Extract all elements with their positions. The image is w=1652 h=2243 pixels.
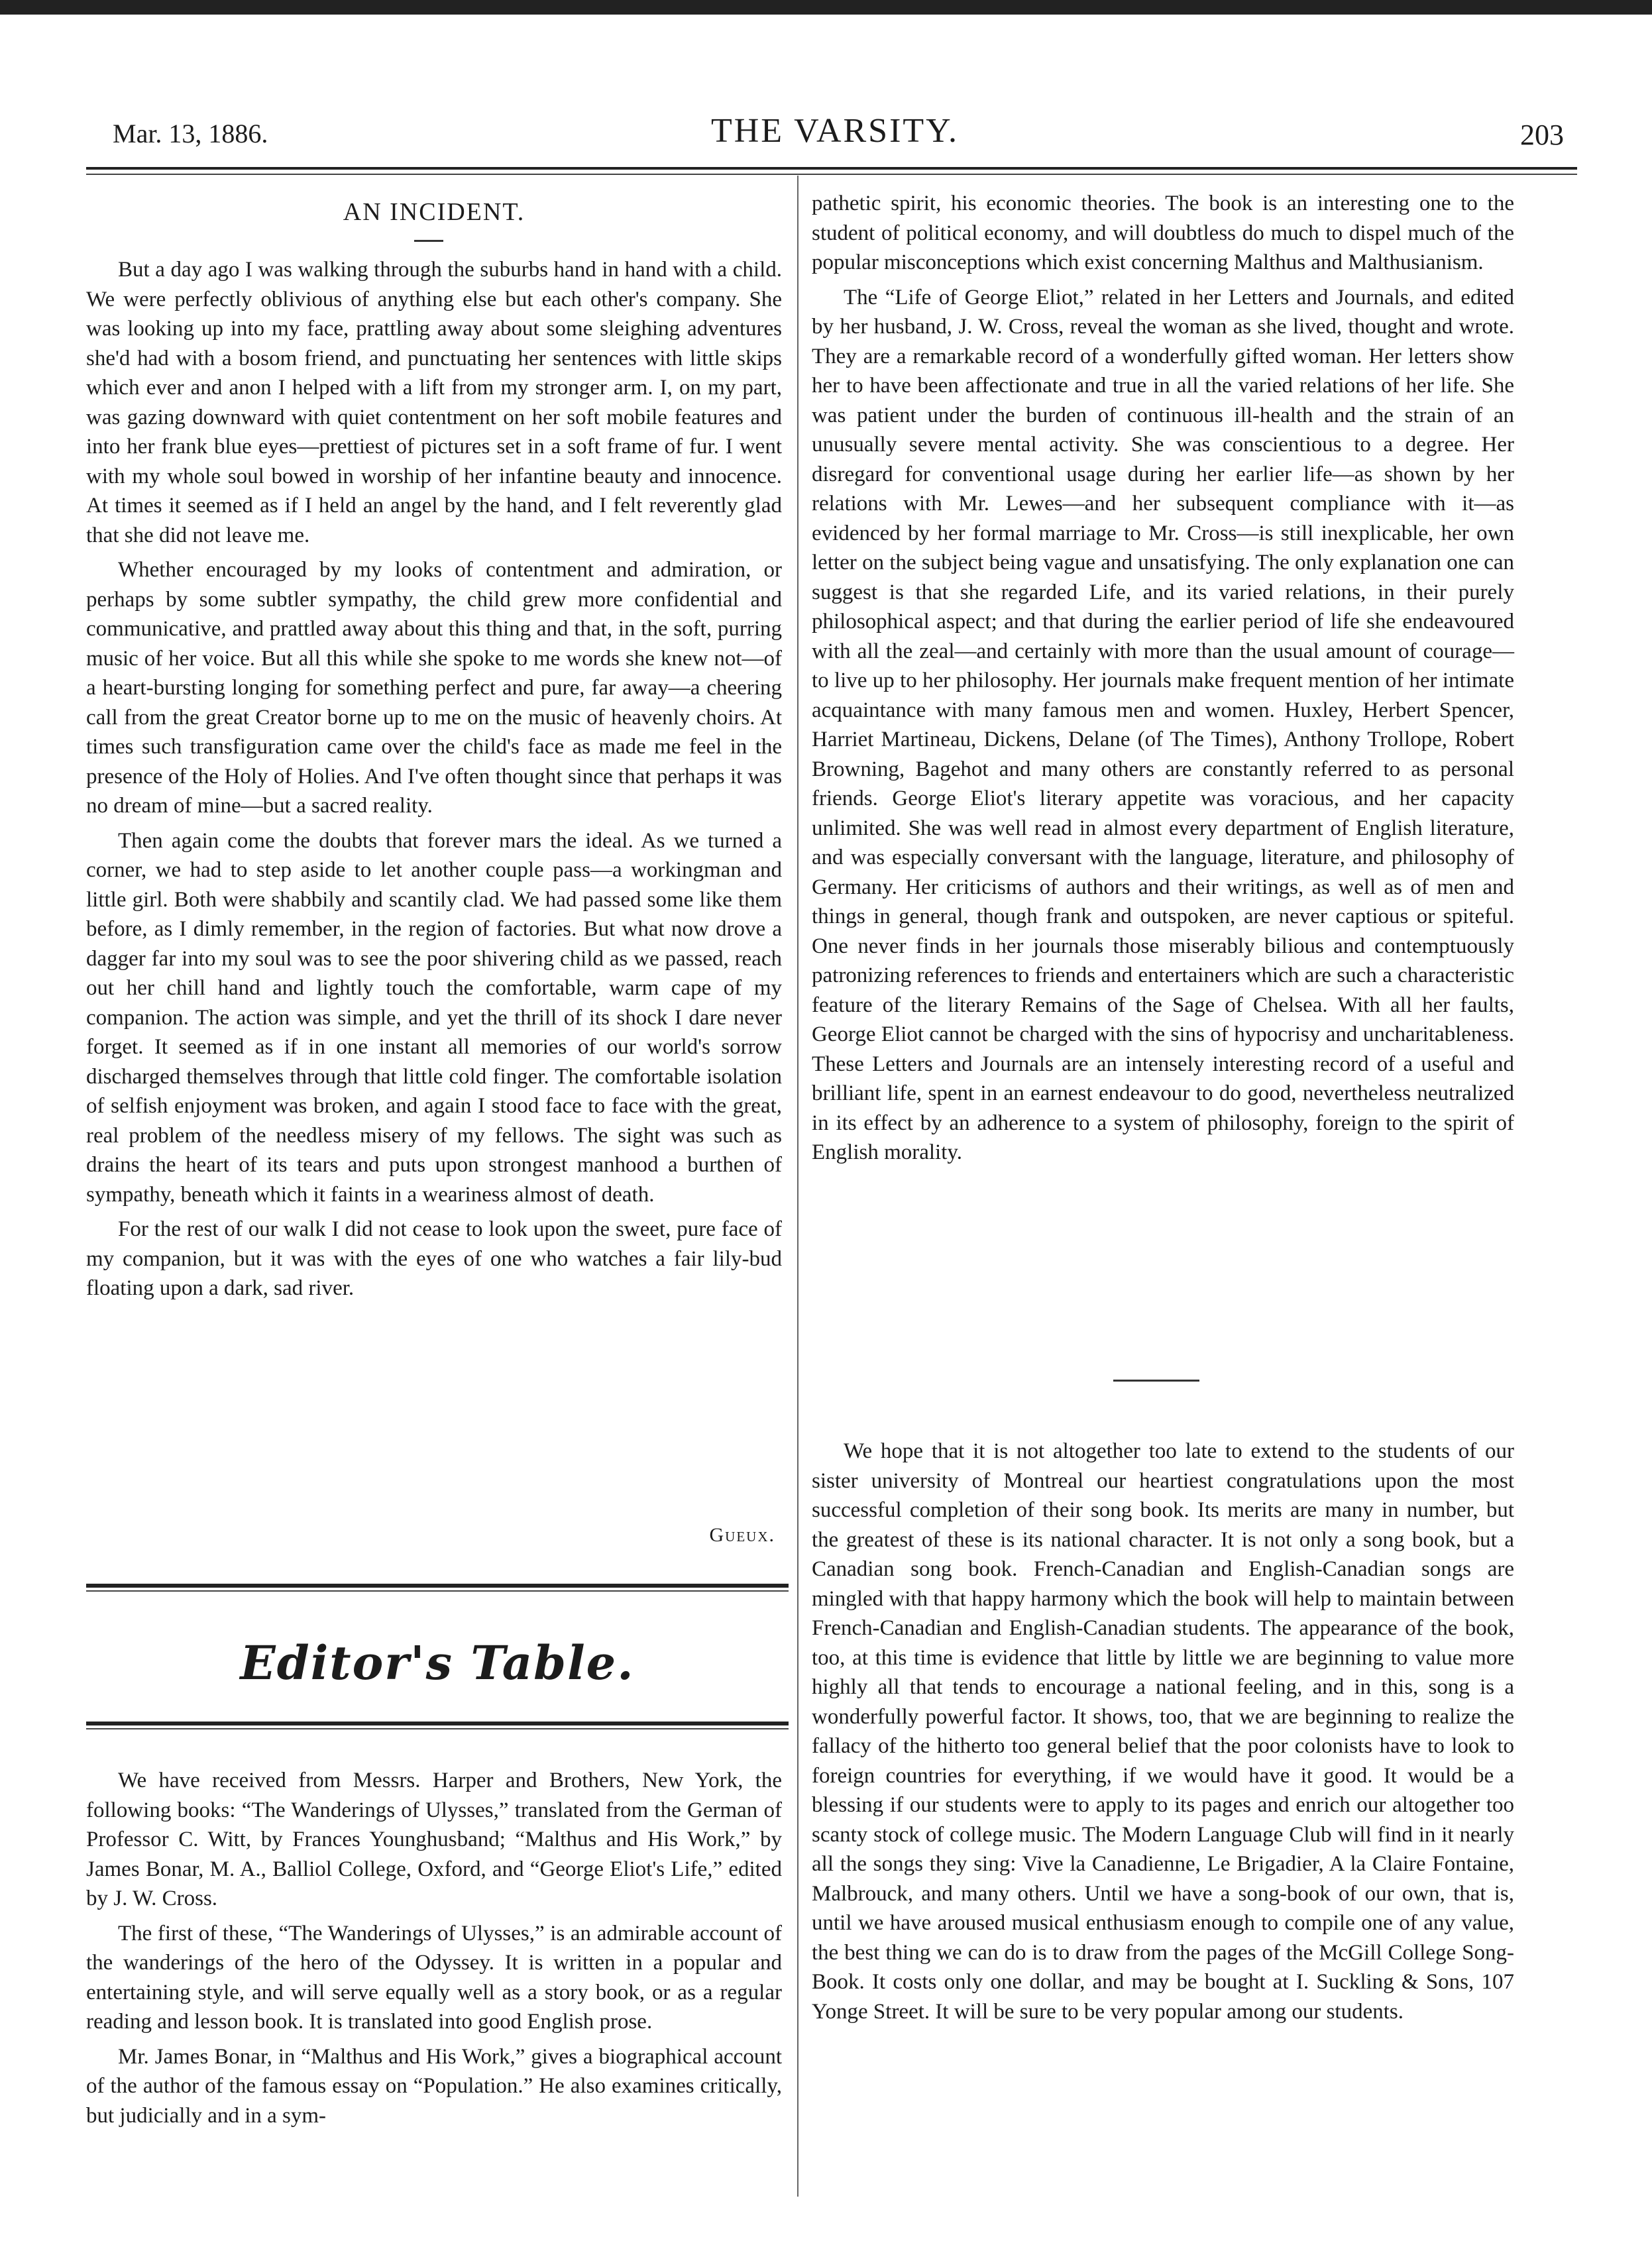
editors-table-heading: Editor's Table. [240, 1635, 635, 1690]
issue-date: Mar. 13, 1886. [113, 119, 268, 148]
songbook-note [812, 1437, 1514, 2032]
publication-title: THE VARSITY. [710, 112, 960, 150]
incident-article-body [86, 255, 782, 1309]
incident-paragraph: But a day ago I was walking through the suburbs hand in hand with a child. We were perfectly oblivious of anything else but each other's company. She was looking up into my face, prattling away about some sleighing adventures she'd had with a bosom friend, and punctuating her sentences with little skips which ever and anon I helped with a lift from my stronger arm. I, on my part, was gazing downward with quiet contentment on her soft mobile features and into her frank blue eyes—prettiest of pictures set in a soft frame of fur. I went with my whole soul bowed in worship of her infantine beauty and innocence. At times it seemed as if I held an angel by the hand, and I felt reverently glad that she did not leave me. [86, 258, 782, 547]
incident-paragraph: For the rest of our walk I did not cease to look upon the sweet, pure face of my companion, but it was with the eyes of one who watches a fair lily-bud floating upon a dark, sad river. [86, 1217, 782, 1300]
section-rule-top [86, 1584, 789, 1588]
header-rule [86, 167, 1577, 170]
review-continuation [812, 189, 1514, 1173]
title-dash [414, 240, 443, 242]
author-signature: Gueux. [709, 1524, 775, 1546]
top-border-rule [0, 0, 1652, 15]
page-header [106, 111, 1564, 158]
editors-table-body [86, 1766, 782, 2136]
incident-paragraph: Whether encouraged by my looks of contentment and admiration, or perhaps by some subtler sympathy, the child grew more confidential and communicative, and prattled away about this thing and that, in the soft, purring music of her voice. But all this while she spoke to me words she knew not—of a heart-bursting longing for something perfect and pure, far away—a cheering call from the great Creator borne up to me on the music of heavenly choirs. At times such transfiguration came over the child's face as made me feel in the presence of the Holy of Holies. And I've often thought since that perhaps it was no dream of mine—but a sacred reality. [86, 558, 782, 818]
section-separator [1113, 1380, 1199, 1382]
songbook-paragraph: We hope that it is not altogether too late to extend to the students of our sister university of Montreal our heartiest congratulations upon the most successful completion of their song book. Its merits are many in number, but the greatest of these is its national character. It is not only a song book, but a Canadian song book. French-Canadian and English-Canadian songs are mingled with that happy harmony which the book will help to maintain between French-Canadian and English-Canadian students. The appearance of the book, too, at this time is evidence that little by little we are beginning to value more highly all that tends to encourage a national feeling, and in this, song is a wonderfully powerful factor. It shows, too, that we are beginning to realize the fallacy of the hitherto too general belief that the poor colonists have to look to foreign countries for everything, if we would have it good. It would be a blessing if our students were to apply to its pages and enrich our altogether too scanty stock of college music. The Modern Language Club will find in it nearly all the songs they sing: Vive la Canadienne, Le Brigadier, A la Claire Fontaine, Malbrouck, and many others. Until we have a song-book of our own, that is, until we have aroused musical enthusiasm enough to compile one of any value, the best thing we can do is to draw from the pages of the McGill College Song-Book. It costs only one dollar, and may be bought at I. Suckling & Sons, 107 Yonge Street. It will be sure to be very popular among our students. [812, 1439, 1514, 2024]
section-rule-top-thin [86, 1590, 789, 1592]
page-number: 203 [1520, 119, 1564, 151]
column-divider [797, 176, 798, 2197]
review-paragraph: pathetic spirit, his economic theories. The book is an interesting one to the student of political economy, and will doubtless do much to dispel much of the popular misconceptions which exist concerning Malthus and Malthusianism. [812, 191, 1514, 274]
header-rule-thin [86, 174, 1577, 175]
section-rule-bottom [86, 1722, 789, 1725]
section-rule-bottom-thin [86, 1728, 789, 1729]
article-title: AN INCIDENT. [343, 198, 525, 226]
editors-table-paragraph: We have received from Messrs. Harper and Brothers, New York, the following books: “The Wanderings of Ulysses,” translated from the German of Professor C. Witt, by Frances Younghusband; “Malthus and His Work,” by James Bonar, M. A., Balliol College, Oxford, and “George Eliot's Life,” edited by J. W. Cross. [86, 1769, 782, 1910]
incident-paragraph: Then again come the doubts that forever mars the ideal. As we turned a corner, we had to step aside to let another couple pass—a workingman and little girl. Both were shabbily and scantily clad. We had passed some like them before, as I dimly remember, in the region of factories. But what now drove a dagger far into my soul was to see the poor shivering child as we passed, reach out her chill hand and lightly touch the comfortable, warm cape of my companion. The action was simple, and yet the thrill of its shock I dare never forget. It seemed as if in one instant all memories of our world's sorrow discharged themselves through that little cold finger. The comfortable isolation of selfish enjoyment was broken, and again I stood face to face with the great, real problem of the needless misery of my fellows. The sight was such as drains the heart of its tears and puts upon strongest manhood a burthen of sympathy, beneath which it faints in a weariness almost of death. [86, 828, 782, 1207]
review-paragraph: The “Life of George Eliot,” related in her Letters and Journals, and edited by her husband, J. W. Cross, reveal the woman as she lived, thought and wrote. They are a remarkable record of a wonderfully gifted woman. Her letters show her to have been affectionate and true in all the varied relations of her life. She was patient under the burden of continuous ill-health and the strain of an unusually severe mental activity. She was conscientious to a degree. Her disregard for conventional usage during her earlier life—as shown by her relations with Mr. Lewes—and her subsequent compliance with it—as evidenced by her formal marriage to Mr. Cross—is still inexplicable, her own letter on the subject being vague and unsatisfying. The only explanation one can suggest is that she regarded Life, and its varied relations, in their purely philosophical aspect; and that during the earlier period of life she endeavoured with all the zeal—and certainly with more than the usual amount of courage—to live up to her philosophy. Her journals make frequent mention of her intimate acquaintance with many famous men and women. Huxley, Herbert Spencer, Harriet Martineau, Dickens, Delane (of The Times), Anthony Trollope, Robert Browning, Bagehot and many others are constantly referred to as personal friends. George Eliot's literary appetite was voracious, and her capacity unlimited. She was well read in almost every department of English literature, and was especially conversant with the language, literature, and philosophy of Germany. Her criticisms of authors and their writings, as well as of men and things in general, though frank and outspoken, are never captious or spiteful. One never finds in her journals those miserably bilious and contemptuously patronizing references to friends and entertainers which are such a characteristic feature of the literary Remains of the Sage of Chelsea. With all her faults, George Eliot cannot be charged with the sins of hypocrisy and uncharitableness. These Letters and Journals are an intensely interesting record of a useful and brilliant life, spent in an earnest endeavour to do good, nevertheless neutralized in its effect by an adherence to a system of philosophy, foreign to the spirit of English morality. [812, 285, 1514, 1164]
editors-table-paragraph: Mr. James Bonar, in “Malthus and His Work,” gives a biographical account of the author of the famous essay on “Population.” He also examines critically, but judicially and in a sym- [86, 2044, 782, 2128]
editors-table-paragraph: The first of these, “The Wanderings of Ulysses,” is an admirable account of the wanderings of the hero of the Odyssey. It is written in a popular and entertaining style, and will serve equally well as a story book, or as a regular reading and lesson book. It is translated into good English prose. [86, 1921, 782, 2034]
